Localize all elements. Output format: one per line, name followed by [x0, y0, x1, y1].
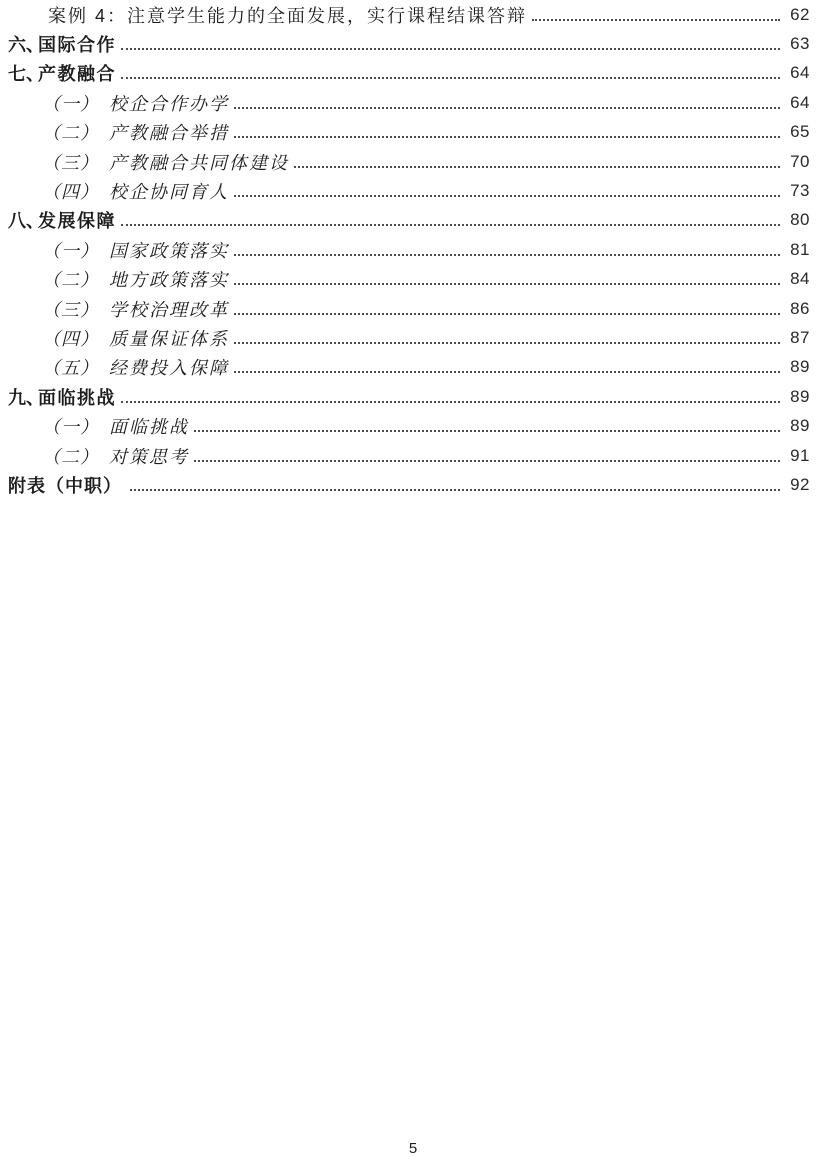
- toc-entry-number: 八、: [8, 211, 44, 232]
- toc-entry-title: 国际合作: [38, 35, 116, 56]
- toc-dot-leader: [234, 342, 780, 344]
- toc-dot-leader: [130, 489, 780, 491]
- toc-entry-number: 九、: [8, 387, 44, 408]
- toc-entry[interactable]: [8, 147, 810, 176]
- footer-page-number: 5: [408, 1140, 418, 1157]
- toc-entry[interactable]: [8, 353, 810, 382]
- toc-entry-number: （二）: [42, 446, 99, 467]
- toc-entry-title: 面临挑战: [109, 417, 189, 438]
- toc-entry-title: 产教融合: [38, 64, 116, 85]
- toc-entry-page: 62: [790, 4, 810, 24]
- toc-dot-leader: [234, 136, 780, 138]
- toc-entry-title: 校企协同育人: [109, 182, 229, 203]
- toc-entry-page: 92: [790, 474, 810, 494]
- toc-entry-page: 91: [790, 445, 810, 465]
- toc-entry-page: 89: [790, 357, 810, 377]
- toc-entry-page: 86: [790, 298, 810, 318]
- toc-dot-leader: [121, 224, 780, 226]
- toc-dot-leader: [234, 195, 780, 197]
- toc-entry-number: 六、: [8, 35, 44, 56]
- toc-dot-leader: [194, 460, 780, 462]
- toc-entry-number: （五）: [42, 358, 99, 379]
- toc-dot-leader: [234, 371, 780, 373]
- toc-entry[interactable]: [8, 411, 810, 440]
- toc-entry-page: 65: [790, 122, 810, 142]
- toc-entry-page: 80: [790, 210, 810, 230]
- toc-entry-number: （三）: [42, 152, 99, 173]
- toc-entry[interactable]: [8, 294, 810, 323]
- toc-entry-title: 地方政策落实: [109, 270, 229, 291]
- toc-entry-title: 国家政策落实: [109, 240, 229, 261]
- toc-entry-number: （一）: [42, 417, 99, 438]
- toc-entry-page: 63: [790, 34, 810, 54]
- toc-entry-title: 产教融合共同体建设: [109, 152, 289, 173]
- toc-entry-page: 84: [790, 269, 810, 289]
- toc-entry-number: （二）: [42, 270, 99, 291]
- toc-entry-number: （二）: [42, 123, 99, 144]
- toc-dot-leader: [121, 401, 780, 403]
- toc-entry-page: 64: [790, 63, 810, 83]
- toc-entry-title: 发展保障: [38, 211, 116, 232]
- toc-entry-page: 81: [790, 239, 810, 259]
- toc-entry-page: 73: [790, 181, 810, 201]
- toc-entry[interactable]: [8, 382, 810, 411]
- toc-dot-leader: [194, 430, 780, 432]
- toc-entry[interactable]: [8, 29, 810, 58]
- toc-dot-leader: [294, 166, 780, 168]
- toc-entry-title: 附表（中职）: [8, 475, 122, 496]
- toc-entry-title: 校企合作办学: [109, 93, 229, 114]
- toc-dot-leader: [121, 77, 780, 79]
- toc-entry-page: 87: [790, 327, 810, 347]
- toc-entry-number: （一）: [42, 93, 99, 114]
- toc-entry[interactable]: [8, 0, 810, 29]
- toc-entry-number: 七、: [8, 64, 44, 85]
- toc-entry-title: 经费投入保障: [109, 358, 229, 379]
- toc-entry[interactable]: [8, 470, 810, 499]
- toc-dot-leader: [234, 283, 780, 285]
- toc-entry-number: （四）: [42, 328, 99, 349]
- toc-dot-leader: [121, 48, 780, 50]
- toc-dot-leader: [532, 19, 780, 21]
- toc-entry[interactable]: [8, 176, 810, 205]
- toc-entry-title: 对策思考: [109, 446, 189, 467]
- toc-entry[interactable]: [8, 441, 810, 470]
- toc-entry-number: （一）: [42, 240, 99, 261]
- toc-entry[interactable]: [8, 323, 810, 352]
- toc-entry[interactable]: [8, 206, 810, 235]
- toc-entry-page: 64: [790, 92, 810, 112]
- toc-entry-page: 89: [790, 416, 810, 436]
- toc-entry[interactable]: [8, 235, 810, 264]
- toc-entry-number: （三）: [42, 299, 99, 320]
- toc-entry[interactable]: [8, 88, 810, 117]
- toc-entry[interactable]: [8, 59, 810, 88]
- toc-entry-title: 学校治理改革: [109, 299, 229, 320]
- toc-dot-leader: [234, 107, 780, 109]
- toc-entry-title: 案例 4：注意学生能力的全面发展，实行课程结课答辩: [48, 5, 528, 26]
- toc-entry-title: 产教融合举措: [109, 123, 229, 144]
- toc-entry-title: 面临挑战: [38, 387, 116, 408]
- toc-entry-page: 89: [790, 386, 810, 406]
- toc-entry[interactable]: [8, 118, 810, 147]
- toc-entry-number: （四）: [42, 182, 99, 203]
- toc-entry-title: 质量保证体系: [109, 328, 229, 349]
- toc-entry[interactable]: [8, 265, 810, 294]
- toc-dot-leader: [234, 254, 780, 256]
- table-of-contents: [8, 0, 810, 500]
- toc-dot-leader: [234, 313, 780, 315]
- toc-entry-page: 70: [790, 151, 810, 171]
